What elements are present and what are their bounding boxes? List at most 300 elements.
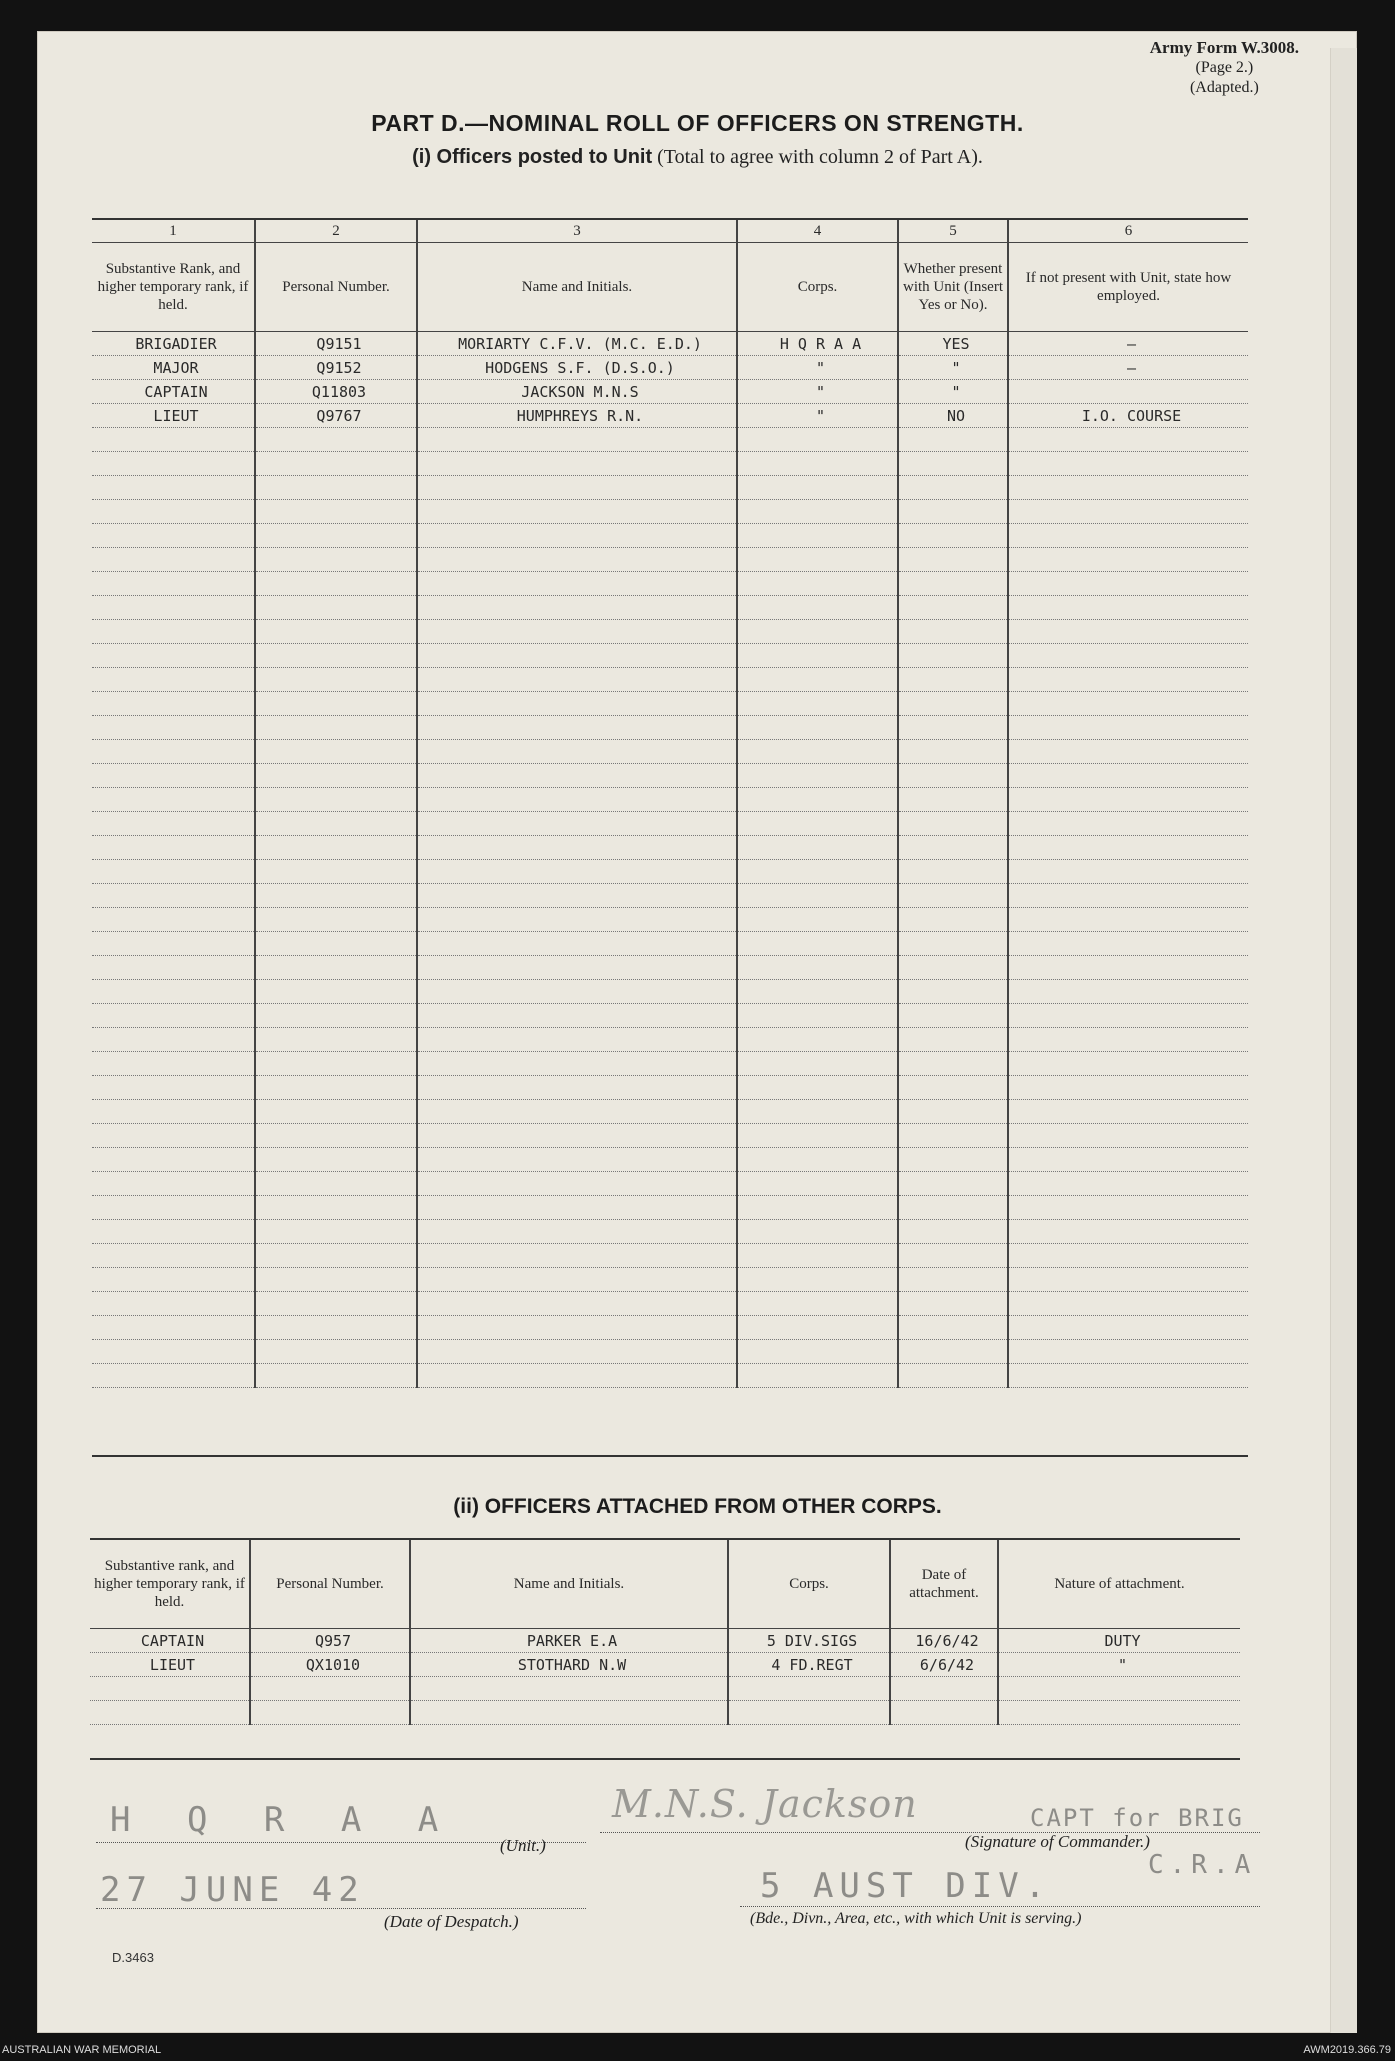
blank-cell [1008, 860, 1248, 884]
blank-cell [737, 524, 898, 548]
blank-cell [1008, 548, 1248, 572]
blank-cell [255, 1220, 417, 1244]
blank-cell [92, 1220, 255, 1244]
blank-cell [1008, 500, 1248, 524]
blank-cell [1008, 1268, 1248, 1292]
blank-cell [410, 1701, 728, 1725]
attached-header-name-initials: Name and Initials. [410, 1540, 728, 1629]
blank-cell [417, 764, 737, 788]
blank-cell [1008, 668, 1248, 692]
signature-line [600, 1832, 1260, 1833]
blank-cell [728, 1701, 890, 1725]
blank-cell [1008, 932, 1248, 956]
blank-cell [92, 788, 255, 812]
posted-blank-row [92, 1316, 1248, 1340]
blank-cell [1008, 980, 1248, 1004]
attached-cell-number: QX1010 [250, 1653, 410, 1677]
blank-cell [255, 1028, 417, 1052]
blank-cell [417, 476, 737, 500]
blank-cell [898, 1028, 1008, 1052]
blank-cell [417, 956, 737, 980]
attached-header-personal-number: Personal Number. [250, 1540, 410, 1629]
posted-blank-row [92, 1148, 1248, 1172]
blank-cell [417, 1148, 737, 1172]
posted-blank-row [92, 740, 1248, 764]
blank-cell [417, 1196, 737, 1220]
blank-cell [898, 740, 1008, 764]
blank-cell [255, 644, 417, 668]
blank-cell [92, 1268, 255, 1292]
blank-cell [255, 860, 417, 884]
blank-cell [1008, 788, 1248, 812]
attached-cell-nature: DUTY [998, 1629, 1240, 1653]
blank-cell [737, 1364, 898, 1388]
cell-rank: CAPTAIN [92, 380, 255, 404]
blank-cell [737, 1292, 898, 1316]
posted-blank-row [92, 1004, 1248, 1028]
attached-cell-date: 16/6/42 [890, 1629, 998, 1653]
blank-cell [255, 1268, 417, 1292]
blank-cell [898, 1244, 1008, 1268]
attached-cell-rank: CAPTAIN [90, 1629, 250, 1653]
blank-cell [737, 668, 898, 692]
date-line [96, 1908, 586, 1909]
blank-cell [1008, 836, 1248, 860]
blank-cell [898, 1148, 1008, 1172]
blank-cell [92, 956, 255, 980]
cell-rank: LIEUT [92, 404, 255, 428]
blank-cell [737, 428, 898, 452]
attached-cell-rank: LIEUT [90, 1653, 250, 1677]
blank-cell [417, 716, 737, 740]
cell-name: MORIARTY C.F.V. (M.C. E.D.) [417, 332, 737, 356]
posted-blank-row [92, 1340, 1248, 1364]
blank-cell [1008, 692, 1248, 716]
blank-cell [255, 428, 417, 452]
blank-cell [898, 692, 1008, 716]
blank-cell [92, 1100, 255, 1124]
blank-cell [92, 980, 255, 1004]
cell-corps: " [737, 356, 898, 380]
form-identifier [1150, 38, 1299, 98]
blank-cell [898, 1076, 1008, 1100]
blank-cell [92, 1364, 255, 1388]
blank-cell [255, 1004, 417, 1028]
cell-employed: — [1008, 356, 1248, 380]
blank-cell [737, 500, 898, 524]
blank-cell [92, 1028, 255, 1052]
blank-cell [92, 476, 255, 500]
posted-blank-row [92, 1076, 1248, 1100]
officers-posted-table [92, 220, 1248, 1388]
posted-blank-row [92, 980, 1248, 1004]
table-row [90, 1629, 1240, 1653]
blank-cell [417, 1244, 737, 1268]
blank-cell [92, 1052, 255, 1076]
blank-cell [417, 860, 737, 884]
despatch-date-value: 27 JUNE 42 [100, 1870, 365, 1910]
cell-employed: I.O. COURSE [1008, 404, 1248, 428]
blank-cell [92, 764, 255, 788]
commander-signature: M.N.S. Jackson [612, 1782, 918, 1826]
cell-number: Q9767 [255, 404, 417, 428]
blank-cell [898, 1172, 1008, 1196]
posted-blank-row [92, 884, 1248, 908]
posted-blank-row [92, 620, 1248, 644]
blank-cell [890, 1701, 998, 1725]
blank-cell [255, 1076, 417, 1100]
blank-cell [92, 1148, 255, 1172]
attached-header-corps: Corps. [728, 1540, 890, 1629]
blank-cell [255, 1124, 417, 1148]
header-rank: Substantive Rank, and higher temporary rank, if held. [92, 243, 255, 332]
blank-cell [255, 548, 417, 572]
blank-cell [898, 908, 1008, 932]
blank-cell [737, 932, 898, 956]
page-edge [1330, 48, 1357, 2033]
cell-number: Q9151 [255, 332, 417, 356]
signature-label: (Signature of Commander.) [965, 1832, 1150, 1851]
blank-cell [417, 908, 737, 932]
blank-cell [1008, 452, 1248, 476]
blank-cell [1008, 476, 1248, 500]
blank-cell [255, 596, 417, 620]
attached-header-date: Date of attachment. [890, 1540, 998, 1629]
blank-cell [898, 1004, 1008, 1028]
blank-cell [90, 1701, 250, 1725]
blank-cell [92, 908, 255, 932]
blank-cell [998, 1677, 1240, 1701]
blank-cell [417, 1172, 737, 1196]
blank-cell [737, 740, 898, 764]
blank-cell [255, 572, 417, 596]
blank-cell [250, 1701, 410, 1725]
blank-cell [417, 932, 737, 956]
blank-cell [1008, 764, 1248, 788]
blank-cell [1008, 884, 1248, 908]
blank-cell [250, 1677, 410, 1701]
blank-cell [737, 836, 898, 860]
blank-cell [255, 716, 417, 740]
blank-cell [1008, 596, 1248, 620]
blank-cell [737, 980, 898, 1004]
blank-cell [890, 1677, 998, 1701]
blank-cell [1008, 1220, 1248, 1244]
blank-cell [737, 956, 898, 980]
posted-blank-row [92, 572, 1248, 596]
blank-cell [898, 452, 1008, 476]
blank-cell [92, 668, 255, 692]
blank-cell [417, 788, 737, 812]
blank-cell [737, 476, 898, 500]
posted-blank-row [92, 1268, 1248, 1292]
blank-cell [737, 716, 898, 740]
blank-cell [92, 548, 255, 572]
blank-cell [417, 740, 737, 764]
blank-cell [255, 1100, 417, 1124]
blank-cell [417, 668, 737, 692]
blank-cell [1008, 740, 1248, 764]
blank-cell [255, 740, 417, 764]
blank-cell [92, 620, 255, 644]
blank-cell [737, 1268, 898, 1292]
part-d-subtitle-bold: (i) Officers posted to Unit [412, 146, 653, 168]
cell-employed [1008, 380, 1248, 404]
blank-cell [255, 812, 417, 836]
posted-blank-row [92, 908, 1248, 932]
blank-cell [417, 428, 737, 452]
blank-cell [92, 644, 255, 668]
part-d-title: PART D.—NOMINAL ROLL OF OFFICERS ON STRENGTH. [371, 110, 1024, 136]
table-row [92, 332, 1248, 356]
blank-cell [417, 548, 737, 572]
archive-right-caption: AWM2019.366.79 [1303, 2044, 1391, 2056]
attached-cell-date: 6/6/42 [890, 1653, 998, 1677]
blank-cell [1008, 1028, 1248, 1052]
blank-cell [255, 980, 417, 1004]
blank-cell [898, 1124, 1008, 1148]
blank-cell [898, 884, 1008, 908]
blank-cell [1008, 1172, 1248, 1196]
blank-cell [1008, 1292, 1248, 1316]
table-row [92, 356, 1248, 380]
posted-blank-row [92, 1028, 1248, 1052]
column-number-1: 1 [92, 220, 255, 243]
cell-present: NO [898, 404, 1008, 428]
despatch-date-label: (Date of Despatch.) [384, 1912, 519, 1931]
blank-cell [737, 692, 898, 716]
posted-blank-row [92, 1124, 1248, 1148]
blank-cell [92, 740, 255, 764]
cell-number: Q11803 [255, 380, 417, 404]
blank-cell [417, 1100, 737, 1124]
posted-blank-row [92, 1364, 1248, 1388]
blank-cell [1008, 1196, 1248, 1220]
formation-label: (Bde., Divn., Area, etc., with which Unit is serving.) [750, 1910, 1082, 1927]
cell-rank: BRIGADIER [92, 332, 255, 356]
blank-cell [255, 1316, 417, 1340]
blank-cell [417, 836, 737, 860]
cell-name: HUMPHREYS R.N. [417, 404, 737, 428]
blank-cell [898, 1196, 1008, 1220]
cell-name: JACKSON M.N.S [417, 380, 737, 404]
blank-cell [737, 1196, 898, 1220]
blank-cell [417, 1292, 737, 1316]
blank-cell [737, 1244, 898, 1268]
officers-attached-table [90, 1540, 1240, 1725]
blank-cell [417, 1316, 737, 1340]
blank-cell [737, 1124, 898, 1148]
blank-cell [737, 860, 898, 884]
cell-present: " [898, 356, 1008, 380]
blank-cell [92, 884, 255, 908]
blank-cell [92, 1004, 255, 1028]
attached-header-nature: Nature of attachment. [998, 1540, 1240, 1629]
blank-cell [898, 1316, 1008, 1340]
blank-cell [737, 788, 898, 812]
blank-cell [737, 1172, 898, 1196]
blank-cell [1008, 620, 1248, 644]
blank-cell [92, 452, 255, 476]
posted-blank-row [92, 500, 1248, 524]
blank-cell [92, 860, 255, 884]
part-d-bottom-rule [92, 1455, 1248, 1457]
blank-cell [898, 476, 1008, 500]
cell-corps: " [737, 380, 898, 404]
posted-blank-row [92, 1100, 1248, 1124]
blank-cell [898, 980, 1008, 1004]
form-page-line: (Page 2.) [1195, 59, 1254, 76]
blank-cell [92, 428, 255, 452]
blank-cell [417, 500, 737, 524]
posted-blank-row [92, 476, 1248, 500]
posted-blank-row [92, 524, 1248, 548]
blank-cell [410, 1677, 728, 1701]
blank-cell [998, 1701, 1240, 1725]
blank-cell [898, 668, 1008, 692]
blank-cell [898, 1340, 1008, 1364]
blank-cell [898, 836, 1008, 860]
blank-cell [1008, 1100, 1248, 1124]
blank-cell [417, 452, 737, 476]
blank-cell [898, 572, 1008, 596]
blank-cell [898, 1100, 1008, 1124]
posted-blank-row [92, 1172, 1248, 1196]
posted-blank-row [92, 548, 1248, 572]
header-personal-number: Personal Number. [255, 243, 417, 332]
part-d-subtitle [0, 146, 1395, 169]
blank-cell [1008, 1340, 1248, 1364]
blank-cell [417, 812, 737, 836]
blank-cell [90, 1677, 250, 1701]
blank-cell [737, 1100, 898, 1124]
blank-cell [1008, 524, 1248, 548]
header-name-initials: Name and Initials. [417, 243, 737, 332]
posted-blank-row [92, 644, 1248, 668]
blank-cell [898, 620, 1008, 644]
blank-cell [255, 1244, 417, 1268]
posted-blank-row [92, 764, 1248, 788]
cell-rank: MAJOR [92, 356, 255, 380]
blank-cell [255, 620, 417, 644]
blank-cell [255, 1364, 417, 1388]
blank-cell [898, 428, 1008, 452]
blank-cell [92, 500, 255, 524]
blank-cell [898, 1292, 1008, 1316]
blank-cell [898, 500, 1008, 524]
posted-blank-row [92, 452, 1248, 476]
blank-cell [898, 1052, 1008, 1076]
column-number-3: 3 [417, 220, 737, 243]
attached-cell-name: STOTHARD N.W [410, 1653, 728, 1677]
blank-cell [417, 524, 737, 548]
blank-cell [417, 572, 737, 596]
posted-blank-row [92, 956, 1248, 980]
attached-cell-corps: 4 FD.REGT [728, 1653, 890, 1677]
blank-cell [417, 884, 737, 908]
part-d-ii-title: (ii) OFFICERS ATTACHED FROM OTHER CORPS. [453, 1495, 942, 1518]
blank-cell [737, 452, 898, 476]
posted-blank-row [92, 1244, 1248, 1268]
formation-line [740, 1906, 1260, 1907]
part-d-ii-bottom-rule [90, 1758, 1240, 1760]
blank-cell [1008, 956, 1248, 980]
blank-cell [1008, 1052, 1248, 1076]
blank-cell [1008, 1124, 1248, 1148]
blank-cell [417, 1028, 737, 1052]
blank-cell [737, 764, 898, 788]
blank-cell [737, 548, 898, 572]
form-code: D.3463 [112, 1950, 154, 1965]
blank-cell [255, 692, 417, 716]
blank-cell [1008, 908, 1248, 932]
column-number-4: 4 [737, 220, 898, 243]
blank-cell [737, 620, 898, 644]
blank-cell [255, 788, 417, 812]
blank-cell [737, 1028, 898, 1052]
column-number-2: 2 [255, 220, 417, 243]
commander-signature-title: CAPT for BRIG [1030, 1804, 1244, 1832]
blank-cell [92, 716, 255, 740]
blank-cell [92, 836, 255, 860]
unit-value: H Q R A A [110, 1800, 457, 1840]
blank-cell [737, 884, 898, 908]
header-corps: Corps. [737, 243, 898, 332]
blank-cell [255, 500, 417, 524]
blank-cell [1008, 1244, 1248, 1268]
blank-cell [92, 692, 255, 716]
blank-cell [255, 956, 417, 980]
blank-cell [417, 620, 737, 644]
blank-cell [737, 596, 898, 620]
blank-cell [737, 1340, 898, 1364]
cell-corps: " [737, 404, 898, 428]
blank-cell [737, 1220, 898, 1244]
unit-label: (Unit.) [500, 1836, 546, 1855]
blank-cell [898, 644, 1008, 668]
blank-cell [92, 572, 255, 596]
form-adapted-line: (Adapted.) [1189, 79, 1259, 96]
attached-cell-name: PARKER E.A [410, 1629, 728, 1653]
cell-corps: H Q R A A [737, 332, 898, 356]
part-d-subtitle-rest: (Total to agree with column 2 of Part A). [657, 146, 983, 168]
blank-cell [92, 812, 255, 836]
table-row [90, 1653, 1240, 1677]
blank-cell [417, 1004, 737, 1028]
posted-blank-row [92, 1052, 1248, 1076]
blank-cell [728, 1677, 890, 1701]
cell-present: YES [898, 332, 1008, 356]
blank-cell [1008, 716, 1248, 740]
table-row [92, 380, 1248, 404]
blank-cell [737, 908, 898, 932]
blank-cell [417, 644, 737, 668]
posted-blank-row [92, 860, 1248, 884]
blank-cell [1008, 1004, 1248, 1028]
blank-cell [92, 932, 255, 956]
blank-cell [898, 788, 1008, 812]
blank-cell [1008, 1364, 1248, 1388]
attached-header-rank: Substantive rank, and higher temporary rank, if held. [90, 1540, 250, 1629]
attached-cell-nature: " [998, 1653, 1240, 1677]
column-number-5: 5 [898, 220, 1008, 243]
blank-cell [417, 1340, 737, 1364]
blank-cell [92, 1340, 255, 1364]
blank-cell [898, 932, 1008, 956]
form-id-line: Army Form W.3008. [1149, 38, 1299, 57]
blank-cell [417, 1076, 737, 1100]
blank-cell [92, 1244, 255, 1268]
